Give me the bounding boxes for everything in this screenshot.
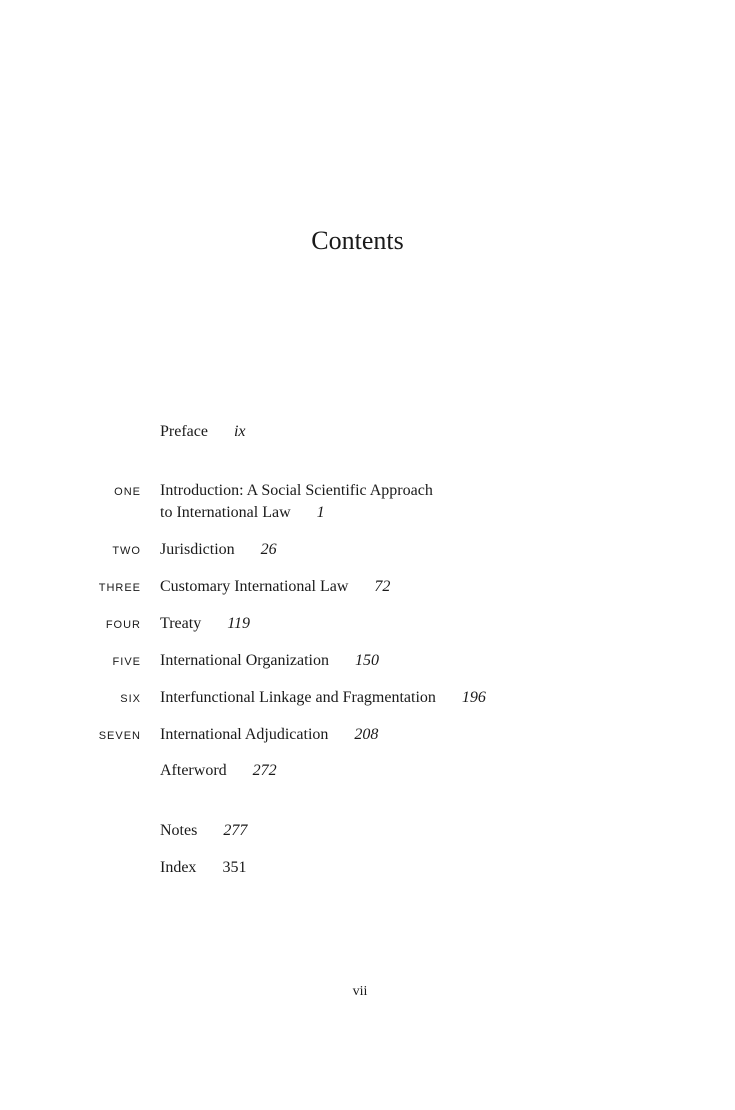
entry-page: 150 (354, 652, 379, 669)
chapter-number: FIVE (112, 656, 141, 668)
entry-page: 272 (252, 762, 277, 779)
entry-page: 26 (260, 541, 277, 558)
entry-title: Notes (160, 822, 198, 839)
chapter-number: FOUR (105, 619, 141, 631)
entry-page: 1 (316, 504, 325, 521)
entry-page: 277 (223, 822, 248, 839)
entry-title: Interfunctional Linkage and Fragmentation (160, 689, 436, 706)
entry-title: Preface (160, 423, 208, 440)
entry-page: 208 (354, 726, 379, 743)
entry-title: Treaty (160, 615, 202, 632)
entry-page: ix (233, 423, 246, 440)
entry-title: Customary International Law (160, 578, 349, 595)
entry-title: International Organization (160, 652, 329, 669)
entry-page: 72 (374, 578, 391, 595)
chapter-number: ONE (114, 486, 141, 498)
entry-title: International Adjudication (160, 726, 329, 743)
page-title: Contents (311, 226, 404, 255)
page-number: vii (352, 984, 368, 999)
chapter-number: TWO (112, 545, 141, 557)
entry-title: Index (160, 859, 197, 876)
chapter-number: SIX (120, 693, 141, 705)
entry-page: 351 (222, 859, 247, 876)
entry-title: Introduction: A Social Scientific Approach (160, 482, 433, 499)
entry-page: 119 (227, 615, 250, 632)
entry-title: Jurisdiction (160, 541, 235, 558)
entry-page: 196 (461, 689, 486, 706)
entry-title: Afterword (160, 762, 227, 779)
chapter-number: SEVEN (98, 730, 141, 742)
chapter-number: THREE (98, 582, 141, 594)
entry-title-line-2: to International Law (160, 504, 291, 521)
